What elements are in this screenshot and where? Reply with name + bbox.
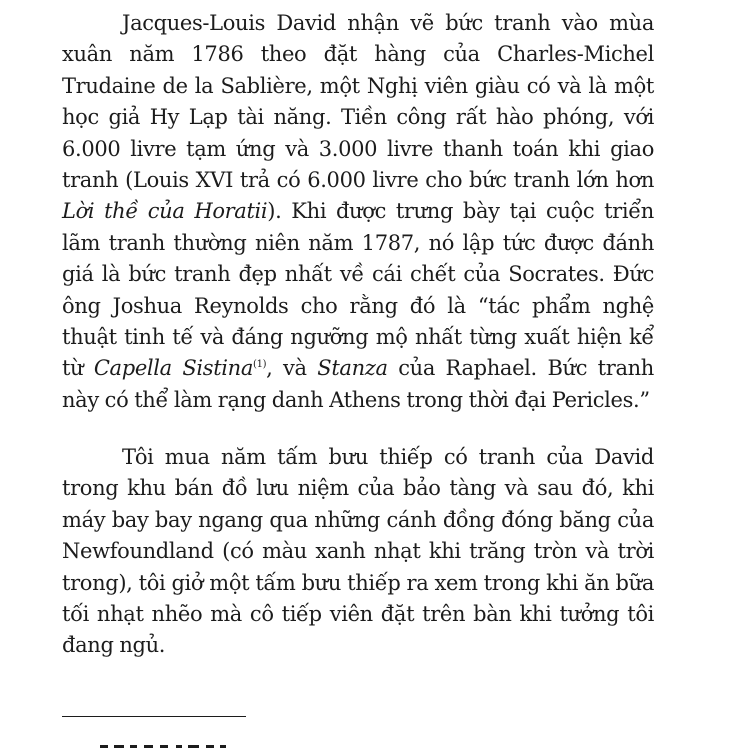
cropped-footnote-text — [100, 745, 230, 750]
italic-title-horatii: Lời thề của Horatii — [62, 199, 268, 224]
footnote-marker[interactable]: (1) — [253, 359, 267, 371]
italic-title-capella-sistina: Capella Sistina — [93, 356, 254, 381]
paragraph-1-text-1: Jacques-Louis David nhận vẽ bức tranh vào mùa xuân năm 1786 theo đặt hàng của Charles-Michel Trudaine de la Sablière, một Nghị viên giàu có và là một học giả Hy Lạp tài năng. Tiền công rất hào phóng, với 6.000 livre tạm ứng và 3.000 livre thanh toán khi giao tranh (Louis XVI trả có 6.000 livre cho bức tranh lớn hơn — [62, 11, 654, 193]
paragraph-1-text-3: , và — [266, 356, 318, 381]
italic-title-stanza: Stanza — [317, 356, 388, 381]
body-paragraph-2 — [62, 442, 654, 662]
paragraph-1-text-2: ). Khi được trưng bày tại cuộc triển lãm tranh thường niên năm 1787, nó lập tức được đánh giá là bức tranh đẹp nhất về cái chết của Socrates. Đức ông Joshua Reynolds cho rằng đó là “tác phẩm nghệ thuật tinh tế và đáng ngưỡng mộ nhất từng xuất hiện kể từ — [62, 199, 654, 381]
body-paragraph-1 — [62, 8, 654, 416]
footnote-divider — [62, 716, 246, 717]
paragraph-1-text-4: của Raphael. Bức tranh này có thể làm rạng danh Athens trong thời đại Pericles.” — [62, 356, 654, 412]
paragraph-2-text: Tôi mua năm tấm bưu thiếp có tranh của David trong khu bán đồ lưu niệm của bảo tàng và sau đó, khi máy bay bay ngang qua những cánh đồng đóng băng của Newfoundland (có màu xanh nhạt khi trăng tròn và trời trong), tôi giở một tấm bưu thiếp ra xem trong khi ăn bữa tối nhạt nhẽo mà cô tiếp viên đặt trên bàn khi tưởng tôi đang ngủ. — [62, 445, 654, 658]
